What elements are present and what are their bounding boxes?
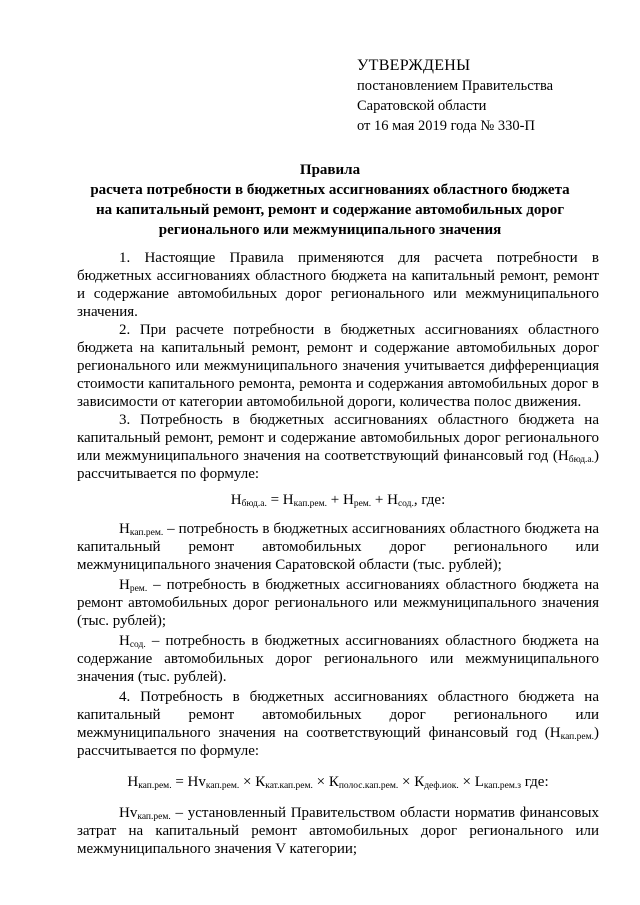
- approval-heading: УТВЕРЖДЕНЫ: [357, 57, 471, 74]
- formula-tail: , где:: [413, 492, 446, 508]
- definition-maintenance: [77, 632, 599, 686]
- formula-symbol: Н: [127, 774, 139, 790]
- definition-symbol: Н: [119, 633, 130, 649]
- subscript: бюд.а.: [568, 455, 594, 465]
- definition-text: – установленный Правительством области норматив финансовых затрат на капитальный ремонт автомобильных дорог регионального или межмуниципального значения V категории;: [77, 805, 599, 857]
- formula-symbol: + Н: [327, 492, 354, 508]
- definition-subscript: кап.рем.: [137, 812, 171, 822]
- formula-subscript: кат.кап.рем.: [265, 781, 313, 791]
- subscript: кап.рем.: [560, 732, 594, 742]
- paragraph-text: ) рассчитывается по формуле:: [77, 448, 599, 482]
- formula-subscript: кап.рем.: [293, 499, 328, 509]
- definition-symbol: Н: [119, 577, 130, 593]
- approval-line: постановлением Правительства: [357, 78, 554, 94]
- formula-symbol: Н: [230, 492, 242, 508]
- formula-budget-need: [77, 491, 599, 509]
- formula-subscript: сод.: [397, 499, 414, 509]
- paragraph-3: [77, 411, 599, 483]
- document-title: [60, 160, 600, 240]
- definition-symbol: Н: [119, 521, 130, 537]
- formula-subscript: бюд.а.: [241, 499, 267, 509]
- definition-subscript: рем.: [129, 584, 148, 594]
- document-body: [77, 249, 599, 858]
- title-line: на капитальный ремонт, ремонт и содержание автомобильных дорог: [95, 202, 565, 218]
- definition-subscript: сод.: [129, 640, 146, 650]
- title-line: расчета потребности в бюджетных ассигнованиях областного бюджета: [90, 182, 570, 198]
- definition-subscript: кап.рем.: [129, 528, 164, 538]
- formula-subscript: кап.рем.з: [483, 781, 522, 791]
- formula-capital-repair: [77, 773, 599, 791]
- formula-symbol: × L: [458, 774, 484, 790]
- formula-symbol: = Нv: [171, 774, 206, 790]
- definition-norm: [77, 804, 599, 858]
- approval-stamp: [357, 56, 553, 136]
- formula-symbol: × К: [312, 774, 339, 790]
- formula-tail: где:: [521, 774, 549, 790]
- formula-symbol: = Н: [266, 492, 294, 508]
- definition-symbol: Нv: [119, 805, 138, 821]
- paragraph-1: 1. Настоящие Правила применяются для расчета потребности в бюджетных ассигнованиях областного бюджета на капитальный ремонт, ремонт и содержание автомобильных дорог регионального или межмуниципального значения.: [77, 250, 599, 320]
- formula-symbol: + Н: [371, 492, 398, 508]
- definition-text: – потребность в бюджетных ассигнованиях областного бюджета на капитальный ремонт автомобильных дорог регионального или межмуниципального значения Саратовской области (тыс. рублей);: [77, 521, 599, 573]
- formula-subscript: рем.: [353, 499, 372, 509]
- paragraph-2: 2. При расчете потребности в бюджетных ассигнованиях областного бюджета на капитальный ремонт, ремонт и содержание автомобильных дорог регионального или межмуниципального значения учитывается дифференциация стоимости капитального ремонта, ремонта и содержания автомобильных дорог в зависимости от категории автомобильной дороги, количества полос движения.: [77, 322, 599, 410]
- approval-line: Саратовской области: [357, 98, 487, 114]
- formula-symbol: × К: [398, 774, 425, 790]
- paragraph-text: 3. Потребность в бюджетных ассигнованиях областного бюджета на капитальный ремонт, ремонт и содержание автомобильных дорог регионального или межмуниципального значения на соответствующий финансовый год (Н: [77, 412, 599, 464]
- formula-subscript: деф.иок.: [424, 781, 459, 791]
- definition-text: – потребность в бюджетных ассигнованиях областного бюджета на ремонт автомобильных дорог регионального или межмуниципального значения (тыс. рублей);: [77, 577, 599, 629]
- formula-subscript: кап.рем.: [138, 781, 172, 791]
- definition-text: – потребность в бюджетных ассигнованиях областного бюджета на содержание автомобильных дорог регионального или межмуниципального значения (тыс. рублей).: [77, 633, 599, 685]
- approval-date: от 16 мая 2019 года № 330-П: [357, 118, 535, 134]
- title-line: регионального или межмуниципального значения: [158, 222, 502, 238]
- formula-symbol: × К: [239, 774, 266, 790]
- paragraph-text: 4. Потребность в бюджетных ассигнованиях областного бюджета на капитальный ремонт автомобильных дорог регионального или межмуниципального значения на соответствующий финансовый год (Н: [77, 689, 599, 741]
- definition-capital-repair: [77, 520, 599, 574]
- paragraph-text: ) рассчитывается по формуле:: [77, 725, 599, 759]
- title-line: Правила: [299, 162, 361, 178]
- definition-repair: [77, 576, 599, 630]
- paragraph-4: [77, 688, 599, 760]
- formula-subscript: полос.кап.рем.: [338, 781, 399, 791]
- formula-subscript: кап.рем.: [205, 781, 240, 791]
